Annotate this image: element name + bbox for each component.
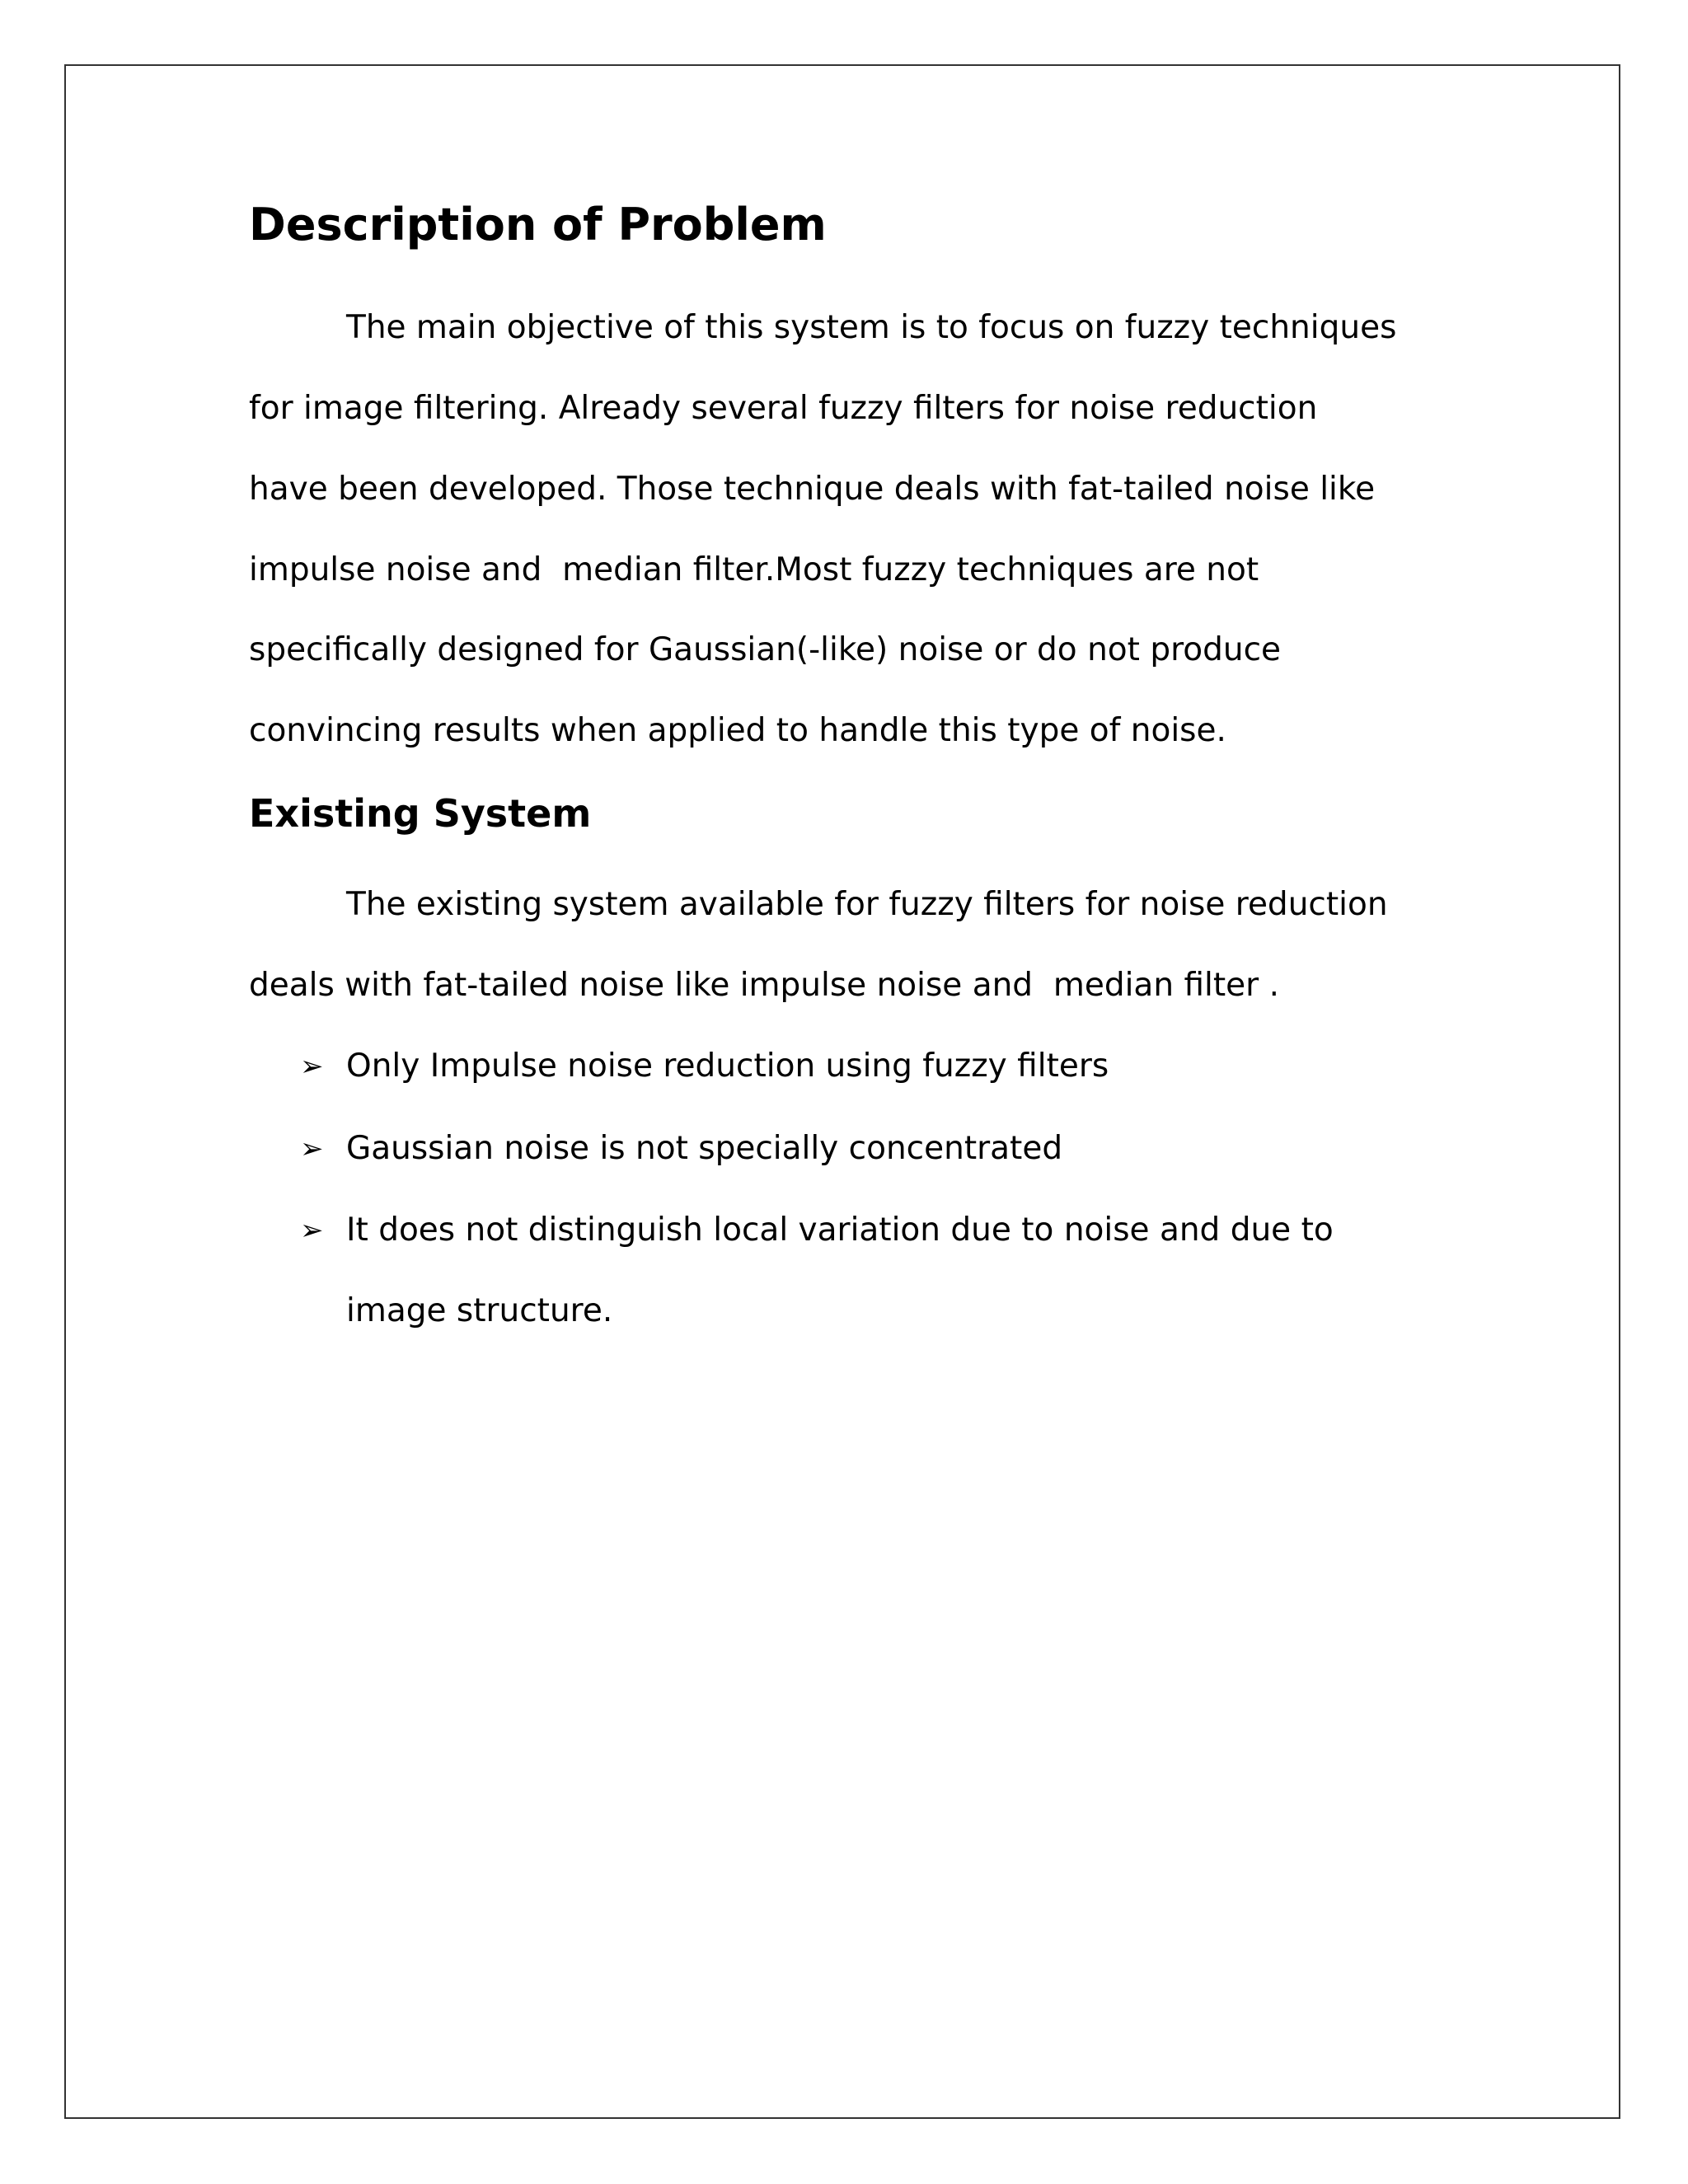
list-item-text: It does not distinguish local variation due to noise and due to (346, 1212, 1334, 1249)
arrow-bullet-icon: ➢ (300, 1132, 324, 1165)
list-item-text: Gaussian noise is not specially concentrated (346, 1130, 1063, 1167)
arrow-bullet-icon: ➢ (300, 1050, 324, 1083)
paragraph-line: for image filtering. Already several fuzzy filters for noise reduction (249, 390, 1318, 427)
section-heading-description-of-problem: Description of Problem (249, 199, 827, 251)
list-item-text: image structure. (346, 1292, 613, 1329)
paragraph-line: impulse noise and median filter.Most fuzzy techniques are not (249, 551, 1259, 588)
arrow-bullet-icon: ➢ (300, 1214, 324, 1247)
paragraph-line: specifically designed for Gaussian(-like) noise or do not produce (249, 631, 1282, 668)
paragraph-line: convincing results when applied to handle this type of noise. (249, 712, 1226, 749)
section-heading-existing-system: Existing System (249, 791, 592, 836)
list-item-text: Only Impulse noise reduction using fuzzy filters (346, 1047, 1109, 1085)
page-border (64, 64, 1620, 2119)
paragraph-line: The existing system available for fuzzy filters for noise reduction (346, 886, 1388, 923)
paragraph-line: The main objective of this system is to focus on fuzzy techniques (346, 309, 1397, 346)
paragraph-line: have been developed. Those technique deals with fat-tailed noise like (249, 471, 1376, 508)
paragraph-line: deals with fat-tailed noise like impulse noise and median filter . (249, 967, 1279, 1004)
